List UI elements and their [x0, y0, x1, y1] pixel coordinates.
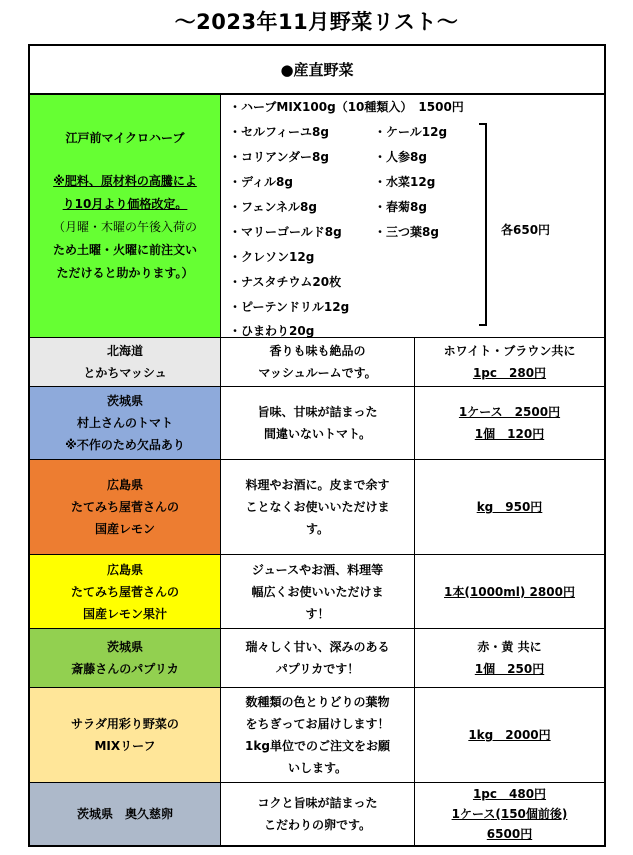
product-name: とかちマッシュ [83, 366, 167, 380]
product-desc: す！ [305, 606, 330, 621]
herb-item: ・マリーゴールド8g [229, 225, 342, 239]
product-desc: 幅広くお使いいただけま [251, 584, 384, 599]
micro-herb-name-cell [30, 95, 221, 338]
herb-item: ・人参8g [374, 150, 427, 164]
product-name: 茨城県 奥久慈卵 [76, 807, 173, 821]
product-desc: ことなくお使いいただけま [245, 500, 390, 514]
product-price-cell [415, 387, 604, 460]
herb-each-price: 各650円 [501, 223, 551, 237]
herb-item: ・コリアンダー8g [229, 150, 329, 164]
herb-item: ・ひまわり20g [229, 324, 315, 338]
herb-mix-item: ・ハーブMIX100g（10種類入） 1500円 [229, 100, 464, 114]
product-price: kg 950円 [476, 500, 543, 514]
product-desc: 瑞々しく甘い、深みのある [245, 640, 390, 654]
product-price: 1個 250円 [474, 662, 545, 676]
product-name: 茨城県 [106, 394, 143, 408]
product-name: 斎藤さんのパプリカ [71, 662, 179, 676]
herb-item: ・ピーテンドリル12g [229, 300, 350, 314]
product-name: たてみち屋菅さんの [70, 584, 179, 599]
product-price-cell [415, 338, 604, 387]
product-name-cell [30, 338, 221, 387]
product-price: 1kg 2000円 [468, 728, 551, 742]
product-price: 赤・黄 共に [477, 640, 542, 654]
product-price-cell [415, 555, 604, 629]
product-desc: 1kg単位でのご注文をお願 [245, 739, 390, 753]
product-price: ホワイト・ブラウン共に [443, 344, 576, 358]
product-desc: 香りも味も絶品の [269, 344, 366, 358]
herb-item: ・クレソン12g [229, 250, 315, 264]
product-desc: コクと旨味が詰まった [257, 796, 378, 810]
product-desc-cell [221, 688, 415, 783]
product-price: 1pc 280円 [472, 366, 547, 380]
order-request-note: ため土曜・火曜に前注文い [52, 243, 197, 257]
product-desc: ジュースやお酒、料理等 [251, 562, 384, 577]
product-desc-cell [221, 555, 415, 629]
product-name: 北海道 [106, 344, 143, 358]
product-name-cell [30, 555, 221, 629]
product-desc: パプリカです！ [275, 662, 360, 676]
product-desc: マッシュルームです。 [258, 366, 377, 380]
product-desc: いします。 [287, 761, 348, 775]
product-name: 茨城県 [106, 640, 143, 654]
herb-item: ・セルフィーユ8g [229, 125, 329, 139]
product-name: 広島県 [106, 562, 143, 577]
product-desc: す。 [305, 522, 330, 536]
product-name: たてみち屋菅さんの [70, 500, 179, 514]
product-name: MIXリーフ [94, 739, 156, 753]
product-name: サラダ用彩り野菜の [71, 717, 179, 731]
product-desc: こだわりの卵です。 [263, 818, 372, 832]
herb-item: ・ナスタチウム20枚 [229, 275, 342, 289]
product-name-cell [30, 387, 221, 460]
vegetable-list-table [28, 44, 606, 847]
product-price: 1個 120円 [474, 427, 545, 441]
product-name: 国産レモン [94, 522, 155, 536]
product-desc: 間違いないトマト。 [264, 427, 371, 441]
product-price: 1pc 480円 [472, 787, 547, 801]
product-desc-cell [221, 629, 415, 688]
product-price-cell [415, 460, 604, 555]
product-desc-cell [221, 387, 415, 460]
product-price: 1ケース 2500円 [458, 405, 561, 419]
herb-item: ・フェンネル8g [229, 200, 317, 214]
product-name-cell [30, 783, 221, 845]
product-desc: 数種類の色とりどりの葉物 [245, 695, 390, 709]
product-price-cell [415, 688, 604, 783]
micro-herb-list [221, 95, 604, 338]
product-name: 広島県 [106, 478, 143, 492]
product-price: 1ケース(150個前後) [451, 807, 568, 821]
bracket-icon [476, 122, 492, 332]
product-desc: をちぎってお届けします！ [245, 717, 390, 731]
herb-item: ・春菊8g [374, 200, 427, 214]
product-price-cell [415, 783, 604, 845]
product-desc: 旨味、甘味が詰まった [257, 405, 378, 419]
product-name: 国産レモン果汁 [82, 606, 167, 621]
micro-herb-name: 江戸前マイクロハーブ [65, 131, 185, 145]
herb-item: ・水菜12g [374, 175, 436, 189]
product-desc-cell [221, 783, 415, 845]
product-name-cell [30, 460, 221, 555]
product-desc-cell [221, 338, 415, 387]
product-name-cell [30, 629, 221, 688]
stock-note: ※不作のため欠品あり [65, 438, 185, 452]
product-desc: 料理やお酒に。皮まで余す [245, 478, 390, 492]
section-header: ●産直野菜 [30, 46, 604, 95]
order-request-note: ただけると助かります。） [56, 266, 194, 280]
product-name: 村上さんのトマト [76, 416, 173, 430]
herb-item: ・三つ葉8g [374, 225, 439, 239]
product-price-cell [415, 629, 604, 688]
product-desc-cell [221, 460, 415, 555]
herb-item: ・ケール12g [374, 125, 448, 139]
product-name-cell [30, 688, 221, 783]
price-revision-note: り10月より価格改定。 [62, 197, 188, 211]
product-price: 6500円 [486, 827, 533, 841]
price-revision-note: ※肥料、原材料の高騰によ [53, 174, 197, 188]
order-request-note: （月曜・木曜の午後入荷の [52, 220, 197, 234]
page-title: ～2023年11月野菜リスト～ [174, 10, 459, 34]
herb-item: ・ディル8g [229, 175, 293, 189]
product-price: 1本(1000ml) 2800円 [444, 584, 575, 599]
